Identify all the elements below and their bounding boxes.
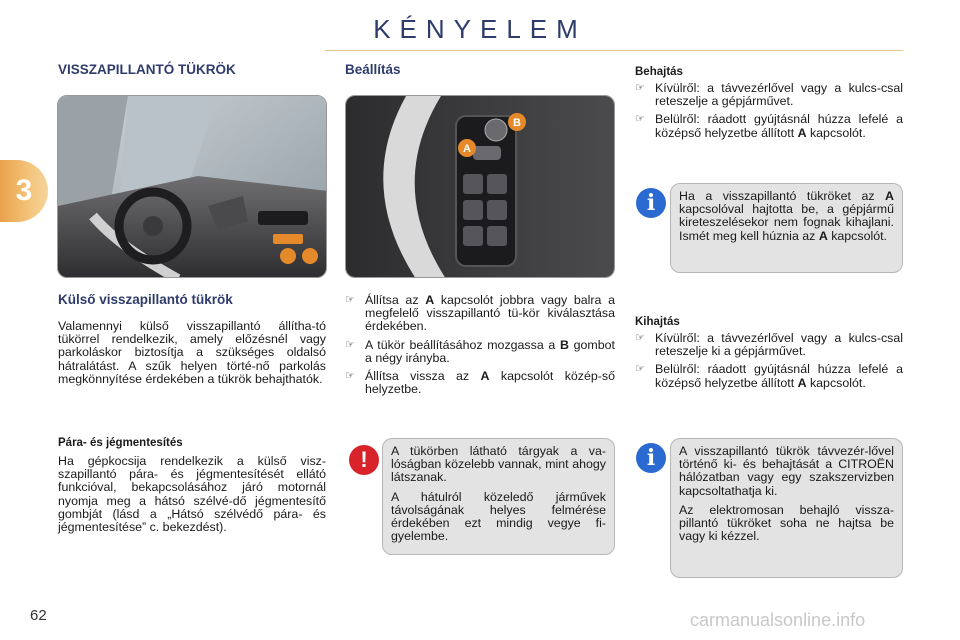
info-box-fold: Ha a visszapillantó tükröket az A kapcsolóval hajtotta be, a gépjármű kireteszelésekor nem fognak kihajlani. Ismét meg kell húznia az A kapcsolót. <box>670 183 903 273</box>
fold-title: Behajtás <box>635 66 683 78</box>
pointing-hand-icon: ☞ <box>345 338 355 351</box>
page-number: 62 <box>30 607 47 624</box>
page-title: KÉNYELEM <box>373 14 587 44</box>
list-item: ☞ A tükör beállításához mozgassa a B gombot a négy irányba. <box>345 337 615 365</box>
info-paragraph-2: Az elektromosan behajló vissza-pillantó tükröket soha ne hajtsa be vagy ki kézzel. <box>679 502 894 544</box>
mirror-switch-photo <box>345 95 615 278</box>
adjust-steps <box>345 294 615 401</box>
info-paragraph-1: A visszapillantó tükrök távvezér-lővel történő ki- és behajtását a CITROËN hálózatban vagy egy szakszervizben kapcsoltathatja ki. <box>679 444 894 498</box>
list-item: ☞ Belülről: ráadott gyújtásnál húzza lefelé a középső helyzetbe állított A kapcsolót. <box>635 362 903 390</box>
warning-paragraph-2: A hátulról közeledő járművek távolságának helyes felmérése érdekében ezt mindig vegye fi-gyelembe. <box>391 489 606 544</box>
section-heading-adjust: Beállítás <box>345 62 401 77</box>
section-title-outside-mirrors: Külső visszapillantó tükrök <box>58 292 233 307</box>
label-b: B <box>513 117 521 129</box>
section-heading-mirrors: VISSZAPILLANTÓ TÜKRÖK <box>58 62 236 77</box>
pointing-hand-icon: ☞ <box>345 370 355 383</box>
fold-steps <box>635 82 903 145</box>
list-item: ☞ Állítsa az A kapcsolót jobbra vagy balra a megfelelő visszapillantó tü-kör kiválasztása érdekében. <box>345 293 615 334</box>
defog-title: Pára- és jégmentesítés <box>58 437 183 449</box>
info-icon: i <box>636 443 666 473</box>
pointing-hand-icon: ☞ <box>635 82 645 94</box>
warning-paragraph-1: A tükörben látható tárgyak a va-lóságban közelebb vannak, mint ahogy látszanak. <box>391 444 606 485</box>
header-divider <box>325 50 903 51</box>
chapter-number: 3 <box>15 174 33 207</box>
pointing-hand-icon: ☞ <box>635 363 645 376</box>
chapter-tab <box>0 160 48 222</box>
info-icon: i <box>636 188 666 218</box>
warning-icon: ! <box>349 445 379 475</box>
pointing-hand-icon: ☞ <box>635 113 645 126</box>
unfold-title: Kihajtás <box>635 316 680 328</box>
info-box-network <box>670 438 903 578</box>
list-item: ☞ Belülről: ráadott gyújtásnál húzza lefelé a középső helyzetbe állított A kapcsolót. <box>635 112 903 140</box>
label-a: A <box>463 143 471 155</box>
list-item: ☞ Állítsa vissza az A kapcsolót közép-ső helyzetbe. <box>345 369 615 397</box>
pointing-hand-icon: ☞ <box>345 294 355 306</box>
warning-box <box>382 438 615 555</box>
watermark: carmanualsonline.info <box>690 610 866 630</box>
defog-paragraph: Ha gépkocsija rendelkezik a külső visz-szapillantó pára- és jégmentesítését ellátó funkcióval, bekapcsolásához járó motornál nyomja meg a hátsó szélvé-dő jégmentesítő gombját (lásd a „Hátsó szélvédő pára- és jégmentesítése” c. bekezdést). <box>58 454 326 535</box>
interior-mirror-photo <box>57 95 327 278</box>
intro-paragraph: Valamennyi külső visszapillantó állítha-tó tükörrel rendelkezik, amely előzésnél vagy parkoláskor biztosítja a szükséges oldalsó hátralátást. A szűk helyen törté-nő parkolás megkönnyítése érdekében a tükrök behajthatók. <box>58 319 326 386</box>
pointing-hand-icon: ☞ <box>635 332 645 344</box>
list-item: ☞ Kívülről: a távvezérlővel vagy a kulcs-csal reteszelje a gépjárművet. <box>635 81 903 109</box>
unfold-steps <box>635 332 903 395</box>
list-item: ☞ Kívülről: a távvezérlővel vagy a kulcs-csal reteszelje ki a gépjárművet. <box>635 331 903 359</box>
